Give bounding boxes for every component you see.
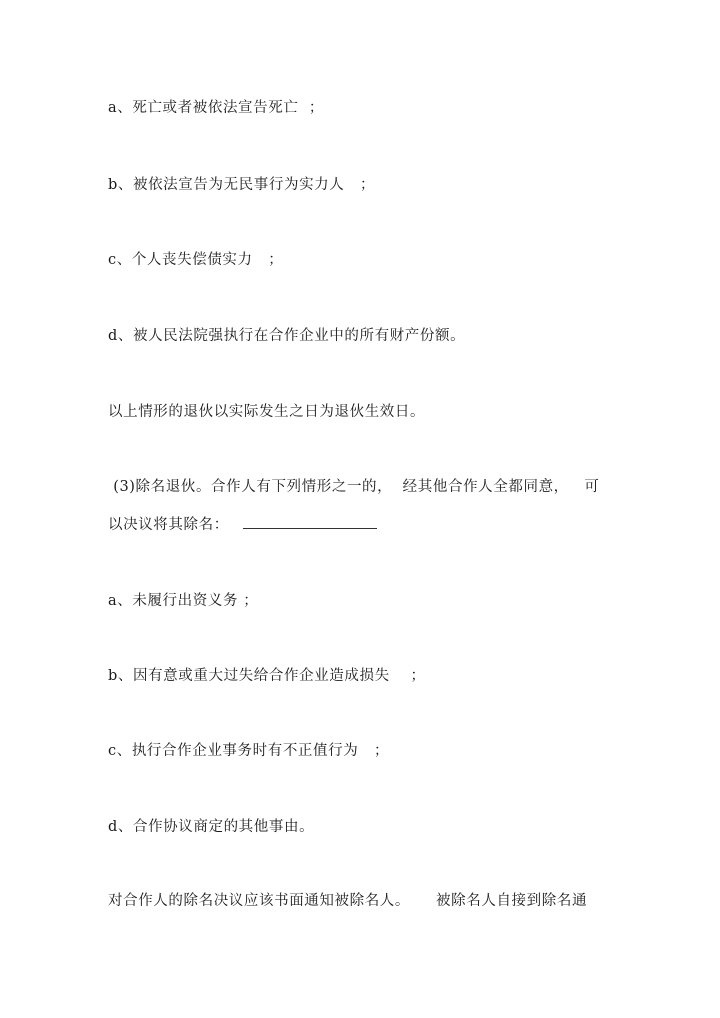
clause-d-enforcement: d、被人民法院强执行在合作企业中的所有财产份额。 <box>108 328 466 344</box>
expulsion-paragraph-line1: (3)除名退伙。合作人有下列情形之一的， 经其他合作人全都同意， 可 <box>108 479 600 495</box>
withdrawal-effective-date: 以上情形的退伙以实际发生之日为退伙生效日。 <box>108 404 426 420</box>
expulsion-paragraph-line2 <box>108 514 377 535</box>
fill-in-blank <box>243 514 377 529</box>
expulsion-notice-paragraph: 对合作人的除名决议应该书面通知被除名人。 被除名人自接到除名通 <box>108 893 588 909</box>
clause-c-insolvency: c、个人丧失偿债实力 ； <box>108 252 284 268</box>
clause-b-incapacity: b、被依法宣告为无民事行为实力人 ； <box>108 177 376 193</box>
clause-a-death: a、死亡或者被依法宣告死亡 ； <box>108 100 324 116</box>
expulsion-clause-a: a、未履行出资义务 ； <box>108 593 259 609</box>
expulsion-clause-c: c、执行合作企业事务时有不正值行为 ； <box>108 743 390 759</box>
expulsion-clause-b: b、因有意或重大过失给合作企业造成损失 ； <box>108 668 426 684</box>
expulsion-paragraph-text: 以决议将其除名： <box>108 517 229 533</box>
expulsion-clause-d: d、合作协议商定的其他事由。 <box>108 819 315 835</box>
